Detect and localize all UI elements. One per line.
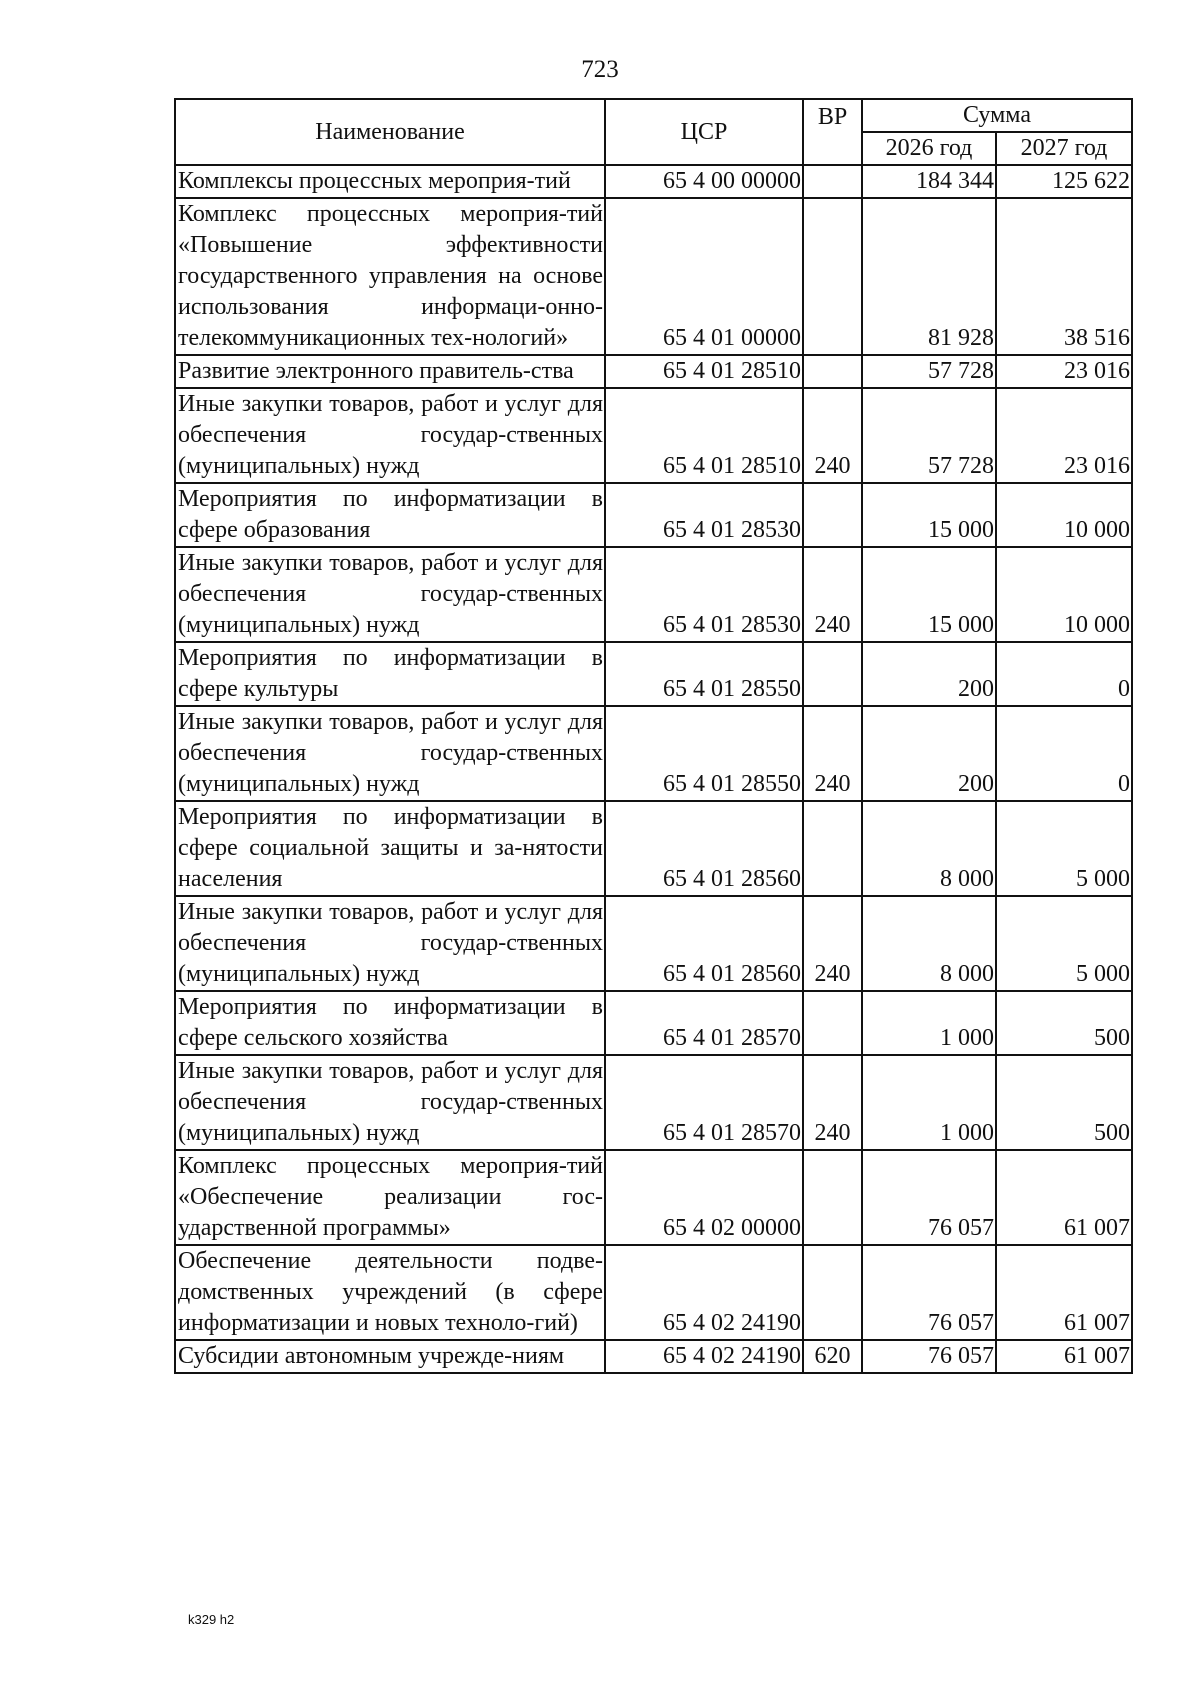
header-year-2026: 2026 год (862, 132, 996, 165)
row-sum-2027: 0 (996, 642, 1132, 706)
row-sum-2026: 81 928 (862, 198, 996, 355)
row-name: Комплекс процессных мероприя-тий «Обеспечение реализации гос-ударственной программы» (175, 1150, 605, 1245)
row-name: Мероприятия по информатизации в сфере сельского хозяйства (175, 991, 605, 1055)
row-sum-2026: 76 057 (862, 1150, 996, 1245)
row-vr (803, 355, 862, 388)
row-sum-2027: 10 000 (996, 483, 1132, 547)
table-row (175, 642, 1132, 706)
header-name: Наименование (175, 99, 605, 165)
row-sum-2027: 61 007 (996, 1340, 1132, 1373)
row-sum-2027: 61 007 (996, 1245, 1132, 1340)
row-sum-2026: 8 000 (862, 801, 996, 896)
row-vr: 240 (803, 388, 862, 483)
row-csr: 65 4 01 28570 (605, 991, 803, 1055)
table-body (175, 165, 1132, 1373)
row-sum-2027: 125 622 (996, 165, 1132, 198)
row-name: Обеспечение деятельности подве-домственных учреждений (в сфере информатизации и новых техноло-гий) (175, 1245, 605, 1340)
row-csr: 65 4 01 28550 (605, 706, 803, 801)
row-name: Иные закупки товаров, работ и услуг для обеспечения государ-ственных (муниципальных) нужд (175, 706, 605, 801)
row-vr: 240 (803, 896, 862, 991)
row-csr: 65 4 02 24190 (605, 1340, 803, 1373)
row-sum-2027: 61 007 (996, 1150, 1132, 1245)
table-row (175, 896, 1132, 991)
table-row (175, 483, 1132, 547)
row-sum-2026: 8 000 (862, 896, 996, 991)
row-name: Иные закупки товаров, работ и услуг для обеспечения государ-ственных (муниципальных) нужд (175, 1055, 605, 1150)
row-csr: 65 4 01 28510 (605, 388, 803, 483)
row-csr: 65 4 02 00000 (605, 1150, 803, 1245)
row-sum-2026: 1 000 (862, 1055, 996, 1150)
row-vr: 240 (803, 706, 862, 801)
table-row (175, 547, 1132, 642)
row-sum-2027: 5 000 (996, 896, 1132, 991)
row-csr: 65 4 01 28530 (605, 547, 803, 642)
row-name: Мероприятия по информатизации в сфере культуры (175, 642, 605, 706)
row-vr (803, 991, 862, 1055)
row-vr: 240 (803, 1055, 862, 1150)
row-csr: 65 4 01 28510 (605, 355, 803, 388)
row-sum-2027: 500 (996, 1055, 1132, 1150)
header-year-2027: 2027 год (996, 132, 1132, 165)
table-row (175, 706, 1132, 801)
row-csr: 65 4 01 28570 (605, 1055, 803, 1150)
row-csr: 65 4 01 00000 (605, 198, 803, 355)
row-name: Иные закупки товаров, работ и услуг для обеспечения государ-ственных (муниципальных) нужд (175, 896, 605, 991)
row-sum-2026: 15 000 (862, 547, 996, 642)
footer-code: k329 h2 (188, 1612, 235, 1627)
table-row (175, 1340, 1132, 1373)
row-sum-2026: 184 344 (862, 165, 996, 198)
row-name: Комплекс процессных мероприя-тий «Повышение эффективности государственного управления на основе использования информаци-онно-телекоммуникационных тех-нологий» (175, 198, 605, 355)
table-row (175, 165, 1132, 198)
row-csr: 65 4 02 24190 (605, 1245, 803, 1340)
row-name: Иные закупки товаров, работ и услуг для обеспечения государ-ственных (муниципальных) нужд (175, 547, 605, 642)
row-vr (803, 198, 862, 355)
row-sum-2026: 15 000 (862, 483, 996, 547)
row-sum-2026: 200 (862, 706, 996, 801)
row-name: Комплексы процессных мероприя-тий (175, 165, 605, 198)
row-sum-2026: 57 728 (862, 355, 996, 388)
row-name: Развитие электронного правитель-ства (175, 355, 605, 388)
row-sum-2026: 200 (862, 642, 996, 706)
row-sum-2027: 0 (996, 706, 1132, 801)
row-vr (803, 165, 862, 198)
row-vr (803, 1150, 862, 1245)
row-csr: 65 4 01 28530 (605, 483, 803, 547)
table-header (175, 99, 1132, 165)
table-row (175, 355, 1132, 388)
table-row (175, 1055, 1132, 1150)
table-row (175, 198, 1132, 355)
row-sum-2026: 1 000 (862, 991, 996, 1055)
budget-table (174, 98, 1133, 1374)
row-sum-2027: 23 016 (996, 388, 1132, 483)
row-vr (803, 801, 862, 896)
row-csr: 65 4 01 28560 (605, 896, 803, 991)
row-name: Мероприятия по информатизации в сфере образования (175, 483, 605, 547)
header-csr: ЦСР (605, 99, 803, 165)
row-csr: 65 4 01 28550 (605, 642, 803, 706)
row-vr: 240 (803, 547, 862, 642)
row-sum-2027: 38 516 (996, 198, 1132, 355)
table-row (175, 388, 1132, 483)
row-vr (803, 1245, 862, 1340)
table-row (175, 991, 1132, 1055)
row-vr (803, 483, 862, 547)
header-vr: ВР (803, 99, 862, 165)
row-name: Иные закупки товаров, работ и услуг для обеспечения государ-ственных (муниципальных) нужд (175, 388, 605, 483)
row-vr: 620 (803, 1340, 862, 1373)
row-sum-2026: 76 057 (862, 1245, 996, 1340)
row-sum-2026: 57 728 (862, 388, 996, 483)
row-sum-2027: 5 000 (996, 801, 1132, 896)
row-sum-2026: 76 057 (862, 1340, 996, 1373)
table-row (175, 1245, 1132, 1340)
table-row (175, 801, 1132, 896)
row-csr: 65 4 00 00000 (605, 165, 803, 198)
row-name: Субсидии автономным учрежде-ниям (175, 1340, 605, 1373)
page-number: 723 (581, 56, 619, 83)
row-sum-2027: 500 (996, 991, 1132, 1055)
row-csr: 65 4 01 28560 (605, 801, 803, 896)
row-name: Мероприятия по информатизации в сфере социальной защиты и за-нятости населения (175, 801, 605, 896)
header-sum: Сумма (862, 99, 1132, 132)
row-sum-2027: 23 016 (996, 355, 1132, 388)
row-vr (803, 642, 862, 706)
table-row (175, 1150, 1132, 1245)
row-sum-2027: 10 000 (996, 547, 1132, 642)
